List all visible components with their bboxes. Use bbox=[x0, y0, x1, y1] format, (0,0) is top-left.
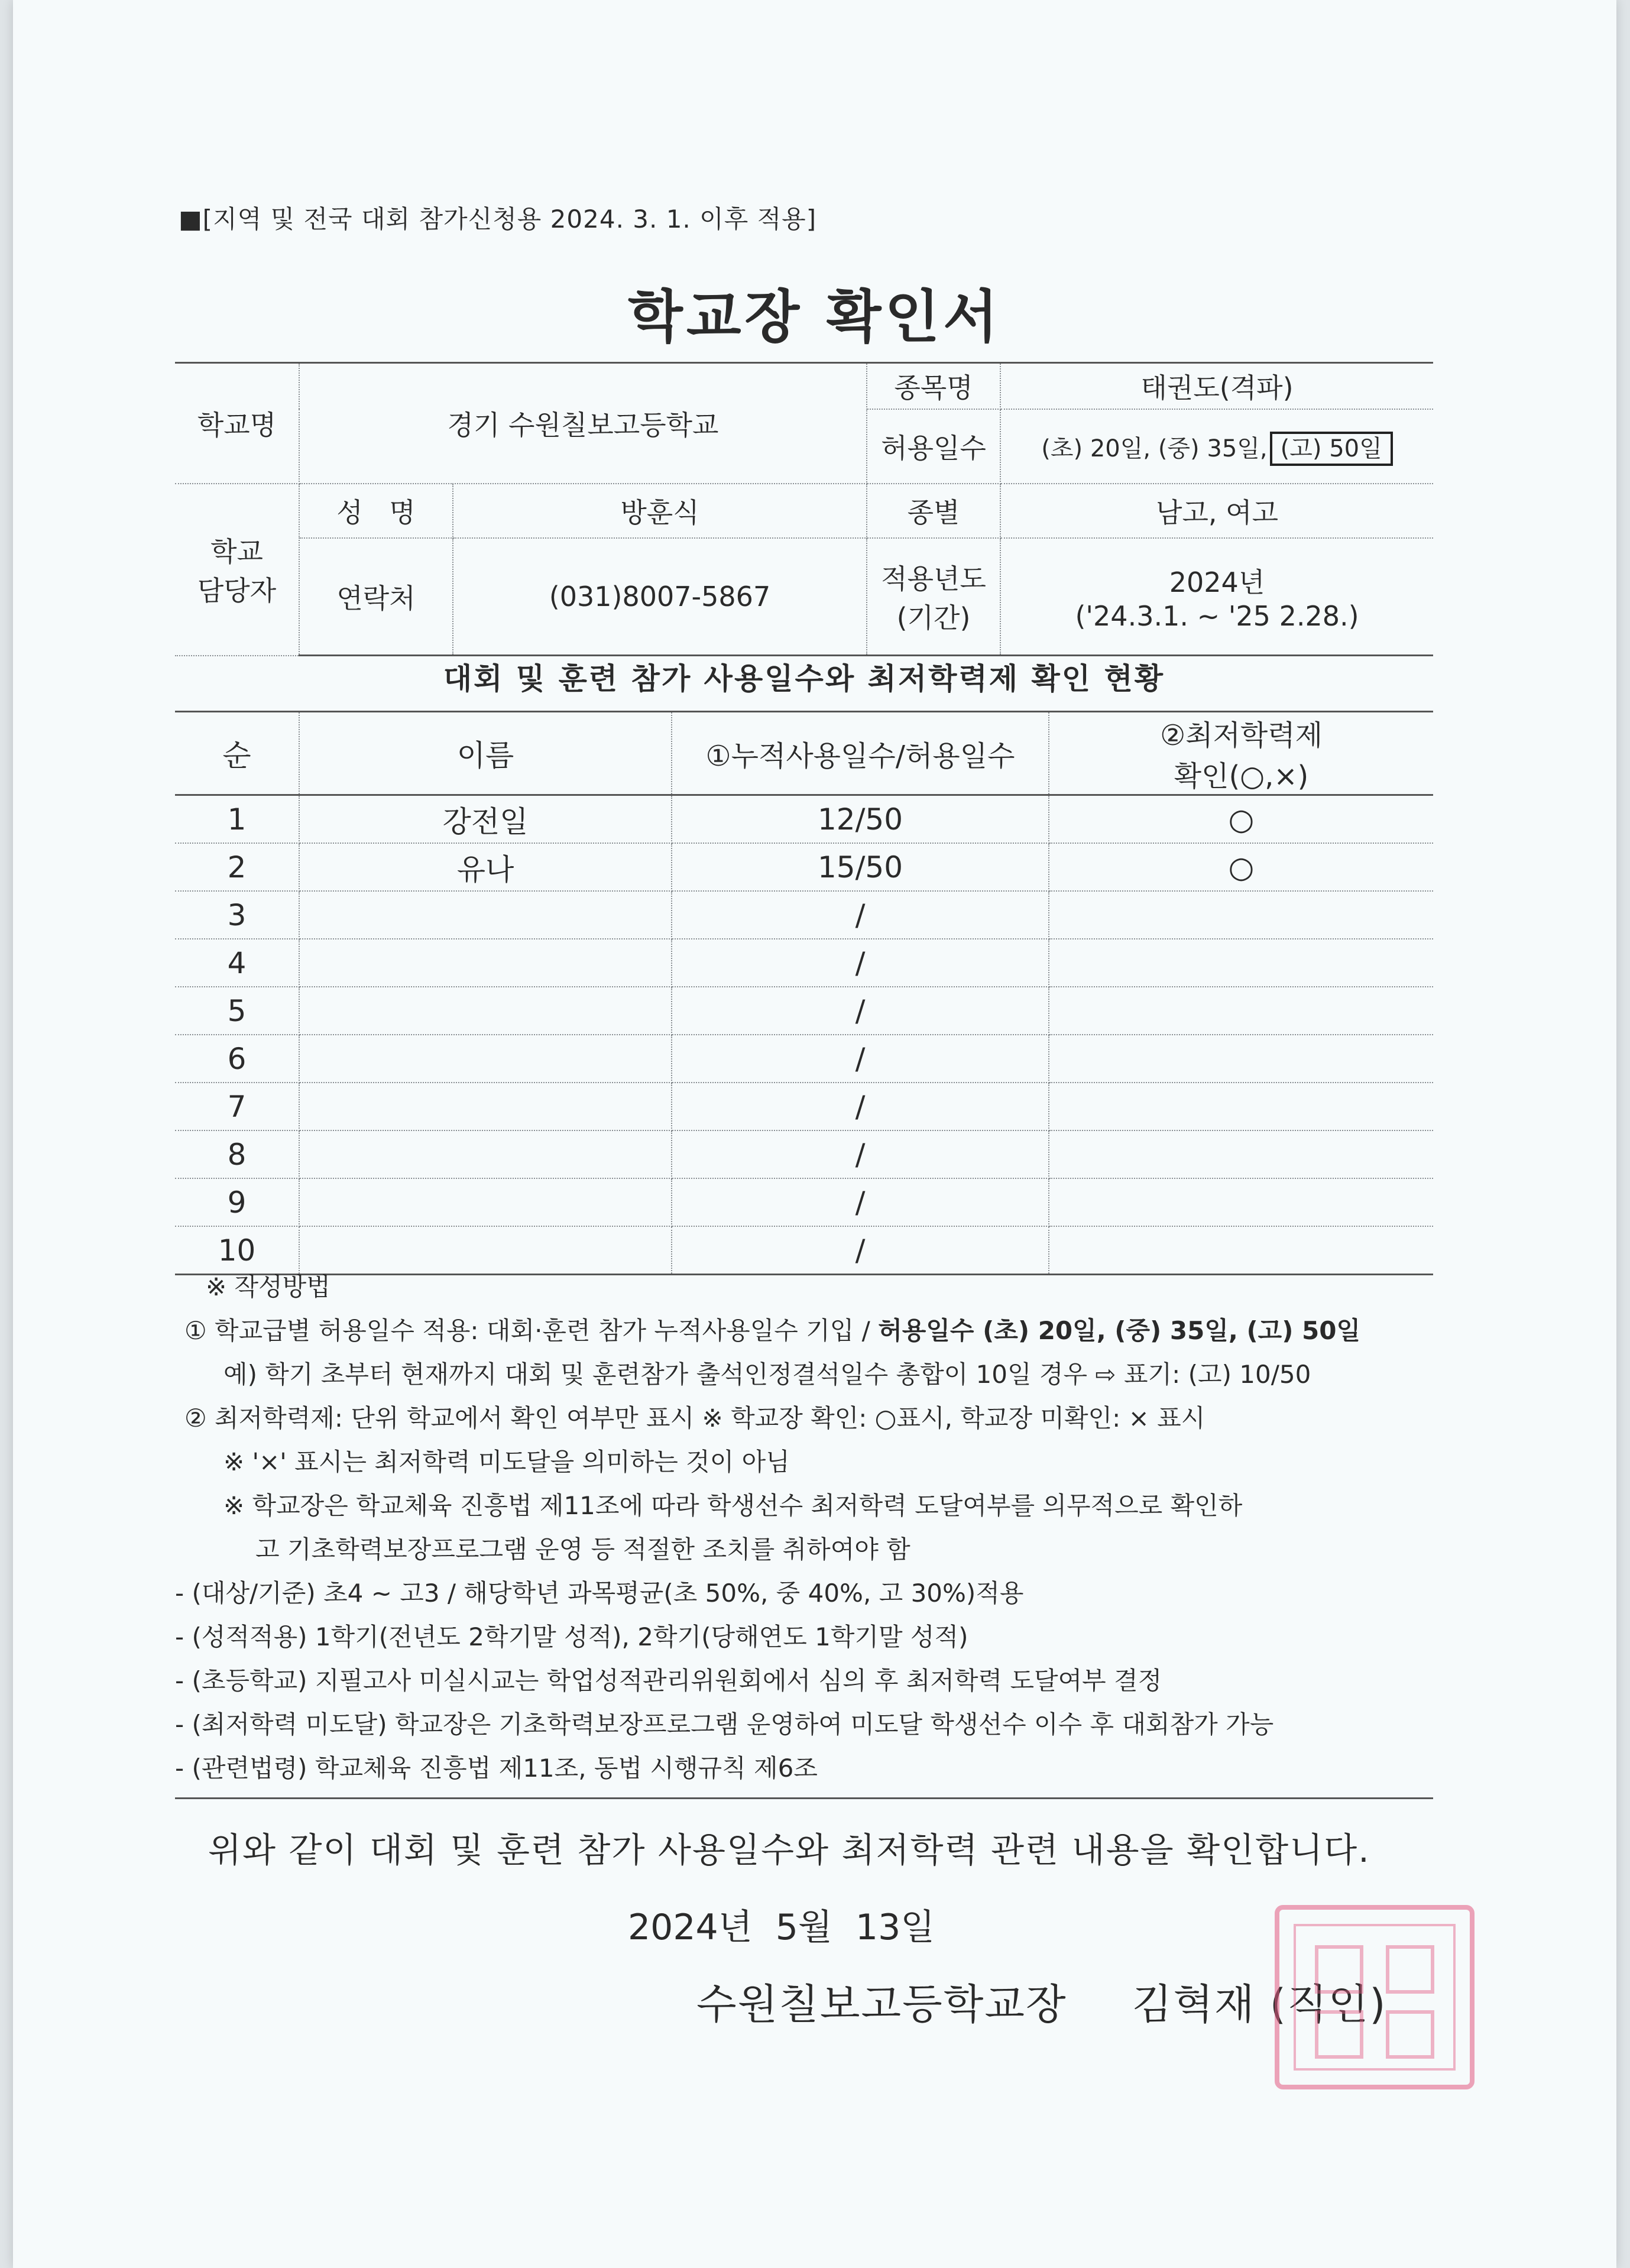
note-2-a: ※ '×' 표시는 최저학력 미도달을 의미하는 것이 아님 bbox=[223, 1447, 790, 1476]
section-title: 대회 및 훈련 참가 사용일수와 최저학력제 확인 현황 bbox=[443, 662, 1165, 696]
row-no: 1 bbox=[175, 795, 299, 844]
row-name bbox=[299, 1130, 672, 1178]
year-label-line1: 적용년도 bbox=[881, 563, 986, 595]
seal-glyph bbox=[1386, 1945, 1434, 1994]
row-no: 8 bbox=[175, 1130, 299, 1178]
year-text: 2024년 bbox=[1169, 566, 1265, 598]
manager-label-line1: 학교 bbox=[210, 536, 263, 568]
detail-1: - (대상/기준) 초4 ~ 고3 / 해당학년 과목평균(초 50%, 중 40%, 고 30%)적용 bbox=[175, 1579, 1024, 1608]
detail-4: - (최저학력 미도달) 학교장은 기초학력보장프로그램 운영하여 미도달 학생선수 이수 후 대회참가 가능 bbox=[175, 1710, 1274, 1739]
seal-glyph bbox=[1315, 1945, 1363, 1994]
row-no: 10 bbox=[175, 1226, 299, 1275]
note-1-bold: 허용일수 (초) 20일, (중) 35일, (고) 50일 bbox=[878, 1316, 1361, 1345]
manager-name: 방훈식 bbox=[453, 484, 867, 538]
row-days: 12/50 bbox=[672, 795, 1049, 844]
table-row bbox=[175, 843, 1433, 891]
row-name bbox=[299, 939, 672, 987]
table-row bbox=[175, 795, 1433, 844]
contact-value: (031)8007-5867 bbox=[453, 538, 867, 656]
row-check bbox=[1049, 1035, 1433, 1083]
table-row bbox=[175, 891, 1433, 939]
row-name bbox=[299, 987, 672, 1035]
header-note: ■[지역 및 전국 대회 참가신청용 2024. 3. 1. 이후 적용] bbox=[179, 205, 817, 234]
row-days: 15/50 bbox=[672, 843, 1049, 891]
school-name-label: 학교명 bbox=[175, 363, 299, 484]
note-2-b1: ※ 학교장은 학교체육 진흥법 제11조에 따라 학생선수 최저학력 도달여부를 의무적으로 확인하 bbox=[223, 1491, 1243, 1520]
row-name bbox=[299, 1083, 672, 1130]
document-title: 학교장 확인서 bbox=[628, 284, 1002, 350]
detail-2: - (성적적용) 1학기(전년도 2학기말 성적), 2학기(당해연도 1학기말 성적) bbox=[175, 1622, 968, 1651]
col-header-no: 순 bbox=[175, 712, 299, 795]
manager-label bbox=[175, 484, 299, 656]
note-1 bbox=[184, 1309, 1450, 1353]
note-1-example: 예) 학기 초부터 현재까지 대회 및 훈련참가 출석인정결석일수 총합이 10일 경우 ⇨ 표기: (고) 10/50 bbox=[223, 1360, 1311, 1389]
row-check bbox=[1049, 1130, 1433, 1178]
year-label bbox=[867, 538, 1000, 656]
row-days: / bbox=[672, 1178, 1049, 1226]
seal-glyph bbox=[1315, 2010, 1363, 2059]
row-days: / bbox=[672, 891, 1049, 939]
note-1-text: ① 학교급별 허용일수 적용: 대회·훈련 참가 누적사용일수 기입 / bbox=[184, 1316, 879, 1345]
row-days: / bbox=[672, 1130, 1049, 1178]
issue-date: 2024년 5월 13일 bbox=[628, 1907, 935, 1948]
school-head-title: 수원칠보고등학교장 bbox=[696, 1980, 1067, 2029]
table-row bbox=[175, 1083, 1433, 1130]
row-name: 유나 bbox=[299, 843, 672, 891]
writing-guide bbox=[175, 1265, 1450, 1790]
seal-glyph bbox=[1386, 2010, 1434, 2059]
allowed-days-label: 허용일수 bbox=[867, 409, 1000, 484]
row-name: 강전일 bbox=[299, 795, 672, 844]
gender-value: 남고, 여고 bbox=[1000, 484, 1433, 538]
col-header-check-line2: 확인(○,×) bbox=[1174, 760, 1309, 793]
row-days: / bbox=[672, 1226, 1049, 1275]
document-page bbox=[13, 0, 1616, 2268]
note-2: ② 최저학력제: 단위 학교에서 확인 여부만 표시 ※ 학교장 확인: ○표시, 학교장 미확인: × 표시 bbox=[184, 1404, 1206, 1433]
row-name bbox=[299, 1035, 672, 1083]
gender-label: 종별 bbox=[867, 484, 1000, 538]
note-2-b2: 고 기초학력보장프로그램 운영 등 적절한 조치를 취하여야 함 bbox=[255, 1535, 910, 1564]
sport-label: 종목명 bbox=[867, 363, 1000, 410]
row-no: 5 bbox=[175, 987, 299, 1035]
table-row bbox=[175, 1178, 1433, 1226]
manager-label-line2: 담당자 bbox=[197, 575, 277, 607]
col-header-days: ①누적사용일수/허용일수 bbox=[672, 712, 1049, 795]
participation-table bbox=[175, 711, 1433, 1275]
contact-label: 연락처 bbox=[299, 538, 453, 656]
row-days: / bbox=[672, 987, 1049, 1035]
row-no: 4 bbox=[175, 939, 299, 987]
row-no: 6 bbox=[175, 1035, 299, 1083]
school-info-table bbox=[175, 362, 1433, 656]
row-days: / bbox=[672, 1083, 1049, 1130]
row-check bbox=[1049, 939, 1433, 987]
allowed-days-text: (초) 20일, (중) 35일, bbox=[1041, 435, 1268, 462]
table-row bbox=[175, 987, 1433, 1035]
detail-3: - (초등학교) 지필고사 미실시교는 학업성적관리위원회에서 심의 후 최저학력 도달여부 결정 bbox=[175, 1666, 1162, 1695]
period-text: ('24.3.1. ~ '25 2.28.) bbox=[1075, 600, 1359, 632]
row-days: / bbox=[672, 939, 1049, 987]
row-no: 2 bbox=[175, 843, 299, 891]
principal-name: 김혁재 (직인) bbox=[1132, 1980, 1387, 2029]
row-check bbox=[1049, 1178, 1433, 1226]
table-body bbox=[175, 795, 1433, 1275]
school-name: 경기 수원칠보고등학교 bbox=[299, 363, 867, 484]
allowed-days-highlight: (고) 50일 bbox=[1270, 432, 1393, 466]
year-label-line2: (기간) bbox=[896, 602, 971, 634]
sport-value: 태권도(격파) bbox=[1000, 363, 1433, 410]
year-value bbox=[1000, 538, 1433, 656]
allowed-days-value bbox=[1000, 409, 1433, 484]
row-check bbox=[1049, 987, 1433, 1035]
divider bbox=[175, 1797, 1433, 1799]
row-check: ○ bbox=[1049, 795, 1433, 844]
detail-5: - (관련법령) 학교체육 진흥법 제11조, 동법 시행규칙 제6조 bbox=[175, 1754, 818, 1783]
row-check bbox=[1049, 1083, 1433, 1130]
row-check bbox=[1049, 891, 1433, 939]
col-header-name: 이름 bbox=[299, 712, 672, 795]
table-row bbox=[175, 1130, 1433, 1178]
row-name bbox=[299, 891, 672, 939]
row-days: / bbox=[672, 1035, 1049, 1083]
row-no: 9 bbox=[175, 1178, 299, 1226]
official-seal-stamp bbox=[1275, 1905, 1475, 2089]
table-row bbox=[175, 939, 1433, 987]
col-header-check bbox=[1049, 712, 1433, 795]
row-check: ○ bbox=[1049, 843, 1433, 891]
name-label: 성 명 bbox=[299, 484, 453, 538]
col-header-check-line1: ②최저학력제 bbox=[1160, 719, 1323, 752]
confirmation-text: 위와 같이 대회 및 훈련 참가 사용일수와 최저학력 관련 내용을 확인합니다. bbox=[208, 1830, 1370, 1870]
row-name bbox=[299, 1178, 672, 1226]
table-row bbox=[175, 1035, 1433, 1083]
row-no: 7 bbox=[175, 1083, 299, 1130]
notes-heading: ※ 작성방법 bbox=[206, 1272, 330, 1301]
row-no: 3 bbox=[175, 891, 299, 939]
